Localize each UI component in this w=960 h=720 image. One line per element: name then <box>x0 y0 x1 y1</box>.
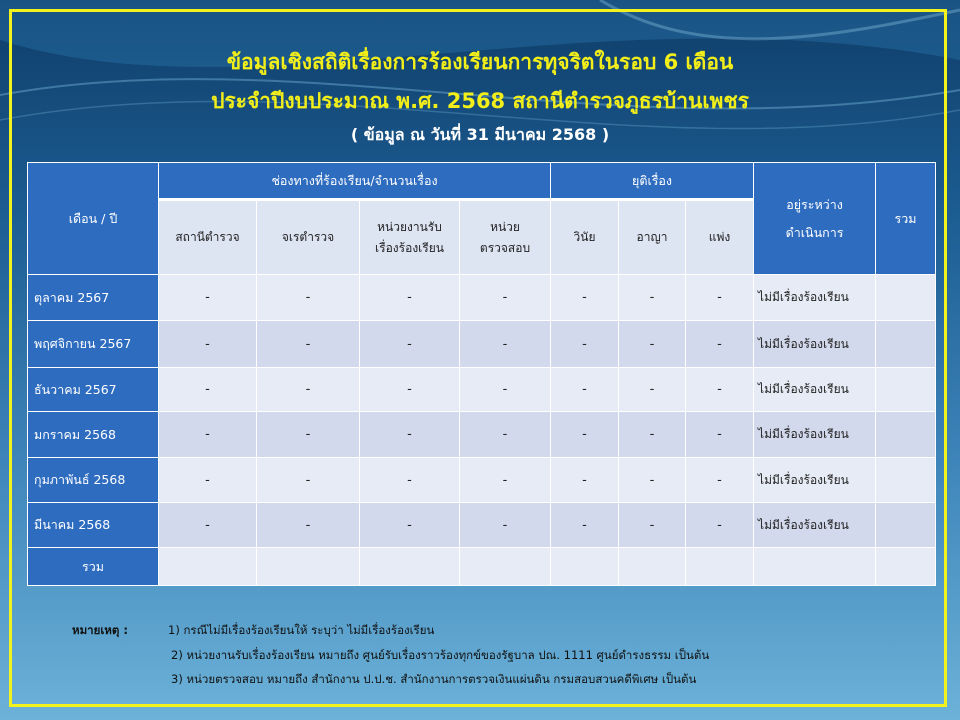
table-row <box>28 275 936 321</box>
row-month: ธันวาคม 2567 <box>28 368 159 412</box>
subheader-police-station: สถานีตำรวจ <box>159 200 257 275</box>
cell-total <box>876 412 936 458</box>
cell-receiving-unit: - <box>360 458 460 503</box>
cell-audit-unit: - <box>460 321 551 368</box>
cell-police-station: - <box>159 412 257 458</box>
cell-police-station: - <box>159 321 257 368</box>
cell-receiving-unit: - <box>360 321 460 368</box>
cell-discipline: - <box>551 275 619 321</box>
cell-receiving-unit: - <box>360 412 460 458</box>
cell-criminal: - <box>619 368 686 412</box>
cell-police-station: - <box>159 503 257 548</box>
cell-police-station: - <box>159 368 257 412</box>
notes-label: หมายเหตุ : <box>72 623 128 637</box>
total-cell <box>619 548 686 586</box>
cell-audit-unit: - <box>460 503 551 548</box>
subheader-civil: แพ่ง <box>686 200 754 275</box>
cell-in-progress: ไม่มีเรื่องร้องเรียน <box>754 321 876 368</box>
cell-civil: - <box>686 503 754 548</box>
cell-civil: - <box>686 412 754 458</box>
cell-in-progress: ไม่มีเรื่องร้องเรียน <box>754 503 876 548</box>
cell-audit-unit: - <box>460 412 551 458</box>
cell-in-progress: ไม่มีเรื่องร้องเรียน <box>754 412 876 458</box>
header-month-year: เดือน / ปี <box>28 163 159 275</box>
cell-criminal: - <box>619 458 686 503</box>
total-cell <box>551 548 619 586</box>
total-row-label: รวม <box>28 548 159 586</box>
cell-audit-unit: - <box>460 368 551 412</box>
cell-discipline: - <box>551 412 619 458</box>
cell-receiving-unit: - <box>360 368 460 412</box>
cell-civil: - <box>686 458 754 503</box>
cell-total <box>876 321 936 368</box>
cell-total <box>876 503 936 548</box>
cell-discipline: - <box>551 503 619 548</box>
cell-discipline: - <box>551 368 619 412</box>
table-row <box>28 458 936 503</box>
subheader-discipline: วินัย <box>551 200 619 275</box>
cell-criminal: - <box>619 412 686 458</box>
header-closed: ยุติเรื่อง <box>551 163 754 200</box>
header-total: รวม <box>876 163 936 275</box>
subheader-receiving-unit-line2: เรื่องร้องเรียน <box>375 240 444 255</box>
cell-police-station: - <box>159 458 257 503</box>
note-2: 2) หน่วยงานรับเรื่องร้องเรียน หมายถึง ศูนย์รับเรื่องราวร้องทุกข์ของรัฐบาล ปณ. 1111 ศูนย์ดำรงธรรม เป็นต้น <box>171 648 710 662</box>
cell-police-station: - <box>159 275 257 321</box>
subheader-audit-unit-line1: หน่วย <box>490 219 520 234</box>
total-cell <box>360 548 460 586</box>
subheader-receiving-unit <box>360 200 460 275</box>
table-row <box>28 503 936 548</box>
complaint-stats-table <box>27 162 936 586</box>
row-month: มกราคม 2568 <box>28 412 159 458</box>
cell-police-chief: - <box>257 503 360 548</box>
subheader-receiving-unit-line1: หน่วยงานรับ <box>377 219 442 234</box>
cell-police-chief: - <box>257 321 360 368</box>
cell-police-chief: - <box>257 368 360 412</box>
cell-in-progress: ไม่มีเรื่องร้องเรียน <box>754 458 876 503</box>
subheader-criminal: อาญา <box>619 200 686 275</box>
subheader-police-chief: จเรตำรวจ <box>257 200 360 275</box>
header-channels: ช่องทางที่ร้องเรียน/จำนวนเรื่อง <box>159 163 551 200</box>
cell-civil: - <box>686 321 754 368</box>
note-3: 3) หน่วยตรวจสอบ หมายถึง สำนักงาน ป.ป.ช. สำนักงานการตรวจเงินแผ่นดิน กรมสอบสวนคดีพิเศษ เป็นต้น <box>171 672 697 686</box>
page-title: ข้อมูลเชิงสถิติเรื่องการร้องเรียนการทุจริตในรอบ 6 เดือน <box>226 50 734 74</box>
header-in-progress-line1: อยู่ระหว่าง <box>786 196 843 212</box>
cell-audit-unit: - <box>460 458 551 503</box>
total-cell <box>257 548 360 586</box>
cell-police-chief: - <box>257 275 360 321</box>
cell-criminal: - <box>619 503 686 548</box>
header-in-progress <box>754 163 876 275</box>
cell-in-progress: ไม่มีเรื่องร้องเรียน <box>754 368 876 412</box>
note-1: 1) กรณีไม่มีเรื่องร้องเรียนให้ ระบุว่า ไม่มีเรื่องร้องเรียน <box>168 623 435 637</box>
cell-receiving-unit: - <box>360 275 460 321</box>
total-cell <box>876 548 936 586</box>
cell-civil: - <box>686 368 754 412</box>
cell-in-progress: ไม่มีเรื่องร้องเรียน <box>754 275 876 321</box>
page-subtitle: ประจำปีงบประมาณ พ.ศ. 2568 สถานีตำรวจภูธรบ้านเพชร <box>211 89 749 113</box>
data-date: ( ข้อมูล ณ วันที่ 31 มีนาคม 2568 ) <box>350 125 610 144</box>
cell-total <box>876 275 936 321</box>
row-month: พฤศจิกายน 2567 <box>28 321 159 368</box>
subheader-audit-unit <box>460 200 551 275</box>
cell-civil: - <box>686 275 754 321</box>
subheader-audit-unit-line2: ตรวจสอบ <box>479 240 531 255</box>
cell-total <box>876 458 936 503</box>
cell-discipline: - <box>551 321 619 368</box>
total-cell <box>159 548 257 586</box>
row-month: มีนาคม 2568 <box>28 503 159 548</box>
cell-criminal: - <box>619 275 686 321</box>
cell-audit-unit: - <box>460 275 551 321</box>
total-cell <box>460 548 551 586</box>
table-row <box>28 368 936 412</box>
cell-police-chief: - <box>257 412 360 458</box>
table-row <box>28 321 936 368</box>
total-cell <box>754 548 876 586</box>
total-cell <box>686 548 754 586</box>
header-in-progress-line2: ดำเนินการ <box>785 224 844 240</box>
cell-discipline: - <box>551 458 619 503</box>
table-row <box>28 412 936 458</box>
cell-criminal: - <box>619 321 686 368</box>
row-month: กุมภาพันธ์ 2568 <box>28 458 159 503</box>
cell-total <box>876 368 936 412</box>
cell-receiving-unit: - <box>360 503 460 548</box>
total-row <box>28 548 936 586</box>
cell-police-chief: - <box>257 458 360 503</box>
row-month: ตุลาคม 2567 <box>28 275 159 321</box>
